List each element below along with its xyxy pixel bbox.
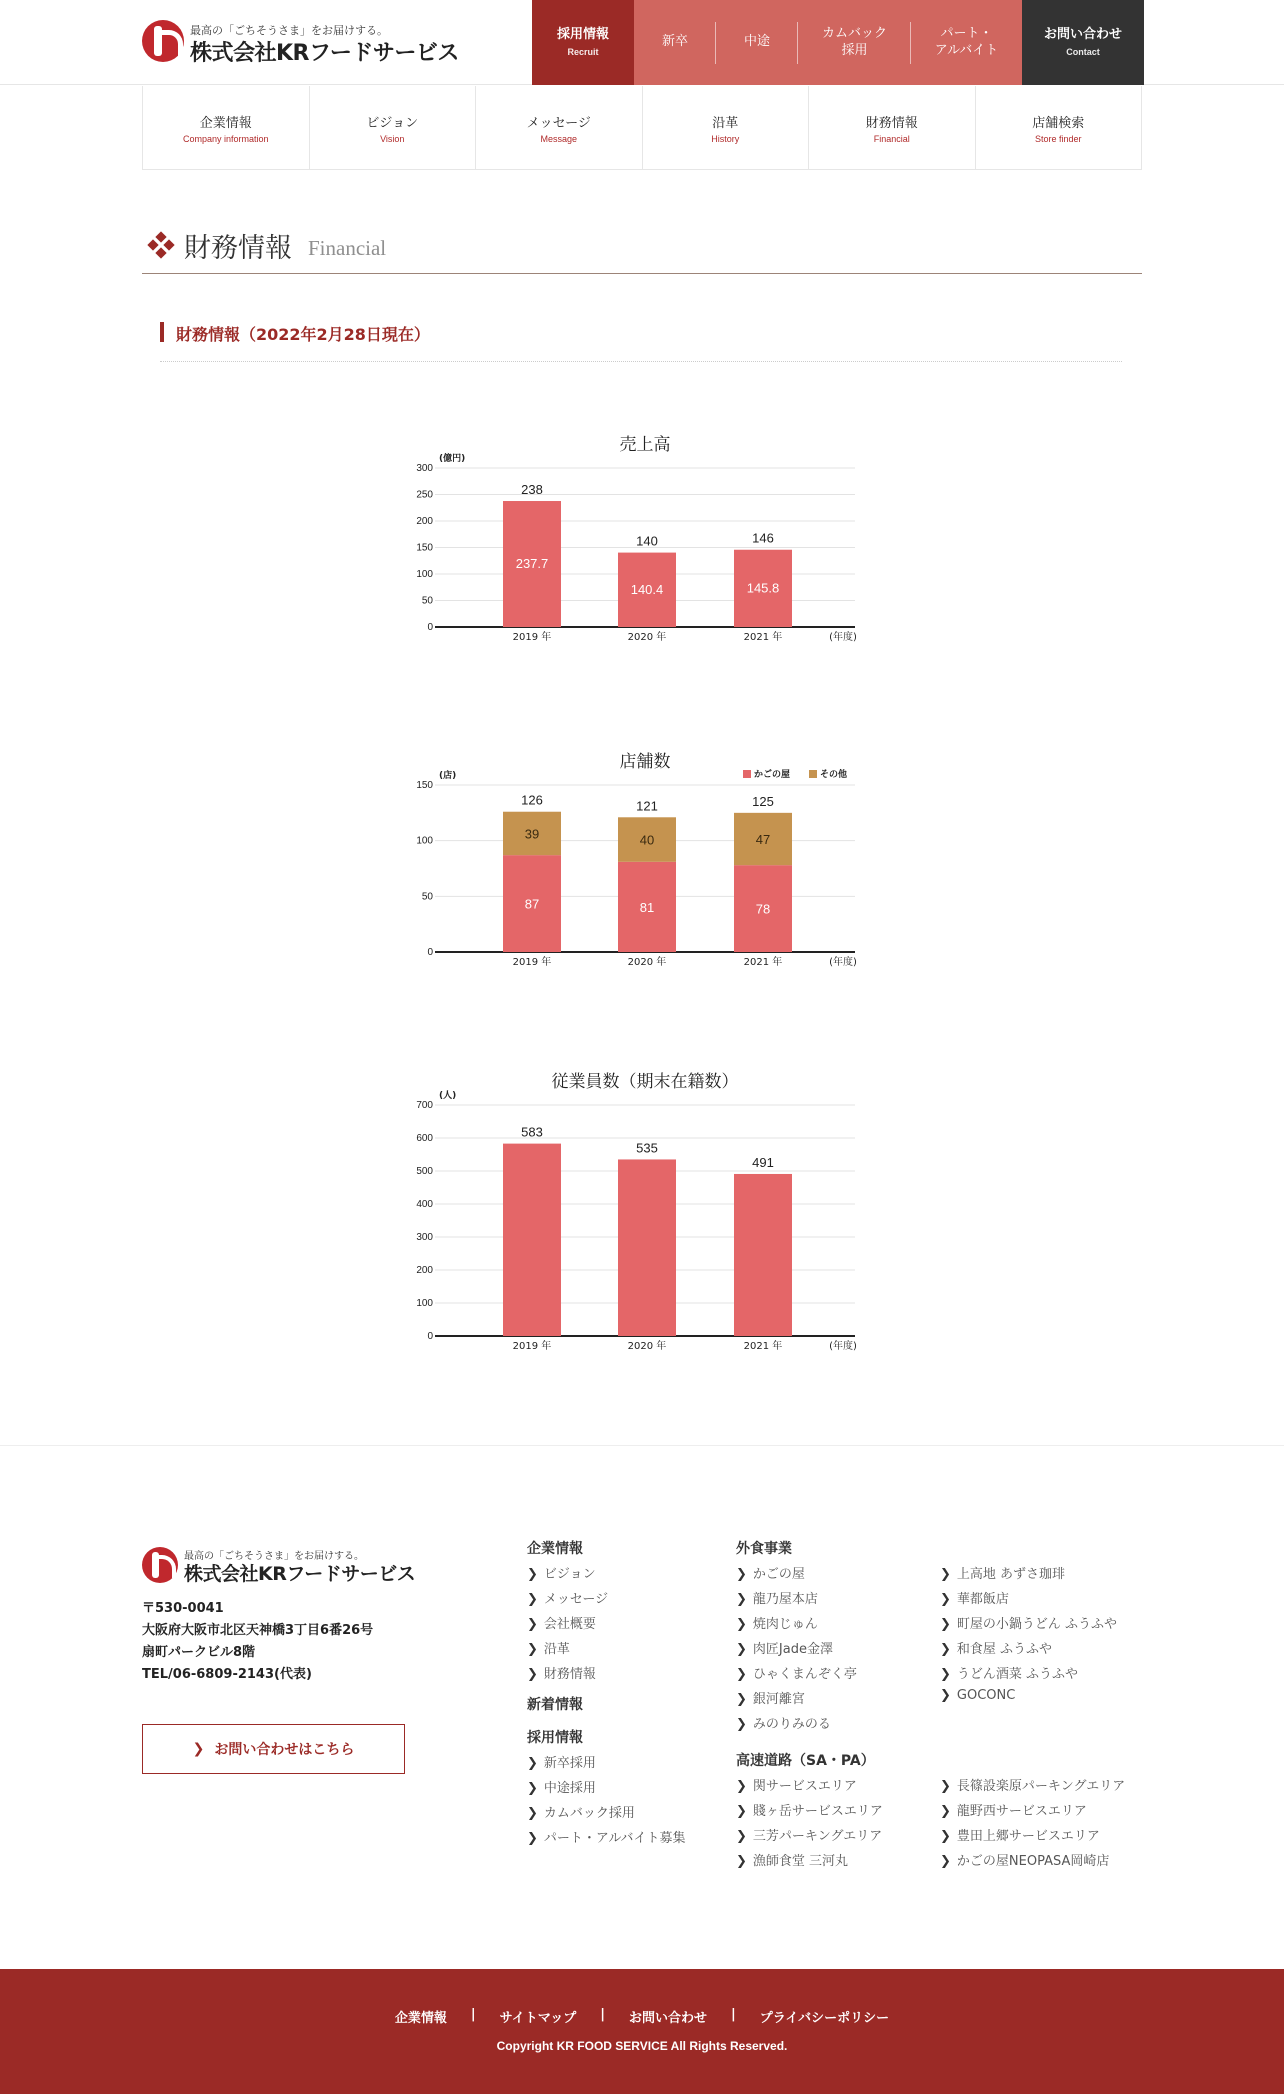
y-tick-label: 100 (416, 835, 433, 847)
chevron-right-icon: ❯ (940, 1688, 951, 1703)
footer-col-dining-2 (940, 1563, 1125, 1875)
spacer (940, 1713, 1125, 1775)
chart-stores (395, 735, 875, 979)
footer-link[interactable] (527, 1563, 685, 1588)
subnav-label: ビジョン (366, 115, 419, 131)
address-line1: 大阪府大阪市北区天神橋3丁目6番26号 (142, 1623, 374, 1638)
x-unit-label: (年度) (829, 957, 857, 968)
bar (618, 1159, 676, 1336)
footer-link-label: ひゃくまんぞく亭 (752, 1667, 857, 1682)
logo-tagline: 最高の「ごちそうさま」をお届けする。 (184, 1551, 364, 1562)
subnav-sub: Store finder (1034, 133, 1082, 144)
footer-link[interactable] (527, 1663, 685, 1688)
footer-bottom-link[interactable]: お問い合わせ (628, 2011, 707, 2026)
nav-new-graduate[interactable] (634, 0, 716, 85)
footer-heading-news[interactable]: 新着情報 (527, 1697, 583, 1713)
footer-link[interactable] (736, 1588, 883, 1613)
chevron-right-icon: ❯ (527, 1567, 538, 1582)
footer-link-label: 長篠設楽原パーキングエリア (956, 1779, 1126, 1794)
footer-link-label: 龍野西サービスエリア (956, 1804, 1087, 1819)
bar-total-label: 140 (636, 533, 658, 549)
chevron-right-icon: ❯ (527, 1617, 538, 1632)
chevron-right-icon: ❯ (940, 1854, 951, 1869)
footer-link[interactable] (940, 1613, 1125, 1638)
footer-bottom-links (0, 2007, 1284, 2026)
footer-link-label: パート・アルバイト募集 (543, 1831, 686, 1846)
chevron-right-icon: ❯ (527, 1831, 538, 1846)
chart-stores-svg (395, 735, 875, 975)
nav-comeback-label: カムバック 採用 (821, 26, 887, 58)
x-unit-label: (年度) (829, 632, 857, 643)
chevron-right-icon: ❯ (736, 1642, 747, 1657)
chevron-right-icon: ❯ (736, 1804, 747, 1819)
y-tick-label: 150 (416, 542, 433, 554)
chevron-right-icon: ❯ (940, 1617, 951, 1632)
footer-link-label: 財務情報 (543, 1667, 596, 1682)
footer-link[interactable] (736, 1613, 883, 1638)
footer-address (142, 1598, 373, 1686)
chart-title: 売上高 (619, 435, 671, 455)
bar-total-label: 491 (752, 1154, 774, 1170)
footer-link[interactable] (940, 1588, 1125, 1613)
subnav-store-finder[interactable] (975, 86, 1143, 169)
heading-bar (160, 322, 164, 342)
nav-contact[interactable] (1022, 0, 1144, 85)
bar-value-label: 39 (524, 826, 540, 842)
page-title-jp: 財務情報 (184, 233, 292, 264)
footer-link-label: うどん酒菜 ふうふや (956, 1667, 1079, 1682)
logo-name: 株式会社KRフードサービス (184, 1563, 416, 1585)
footer-contact-button[interactable] (142, 1724, 405, 1774)
footer-link[interactable] (736, 1800, 883, 1825)
y-tick-label: 100 (416, 569, 433, 580)
footer-link-label: 漁師食堂 三河丸 (752, 1854, 849, 1869)
x-tick-label: 2020 年 (627, 957, 667, 968)
footer-heading-highway: 高速道路（SA・PA） (736, 1753, 875, 1769)
bar-value-label: 81 (639, 899, 655, 915)
legend-label: その他 (820, 770, 848, 780)
nav-part-time[interactable] (911, 0, 1022, 85)
footer-heading-recruit: 採用情報 (527, 1730, 583, 1746)
y-tick-label: 200 (416, 1265, 433, 1276)
footer-bottom (0, 1969, 1284, 2094)
nav-part-time-label: パート・ アルバイト (934, 26, 999, 58)
footer-link-label: 上高地 あずさ珈琲 (956, 1567, 1066, 1582)
link-separator: | (470, 2007, 476, 2022)
nav-recruit-label: 採用情報 (556, 27, 609, 43)
nav-recruit-sub: Recruit (567, 46, 599, 57)
chevron-right-icon: ❯ (940, 1829, 951, 1844)
logo-mark-icon (142, 20, 184, 62)
footer-link-label: 三芳パーキングエリア (752, 1829, 883, 1844)
x-tick-label: 2020 年 (627, 1341, 667, 1352)
chevron-right-icon: ❯ (736, 1667, 747, 1682)
footer-link-label: かごの屋 (752, 1567, 805, 1582)
nav-mid-career-label: 中途 (743, 34, 770, 50)
site-header (0, 0, 1284, 85)
y-tick-label: 100 (416, 1298, 433, 1309)
footer-link[interactable] (736, 1850, 883, 1875)
footer-link-label: かごの屋NEOPASA岡崎店 (956, 1854, 1110, 1869)
subnav-vision[interactable] (309, 86, 476, 169)
footer-link[interactable] (940, 1688, 1125, 1713)
x-tick-label: 2019 年 (512, 1341, 552, 1352)
footer-divider (0, 1445, 1284, 1446)
footer-link[interactable] (736, 1638, 883, 1663)
y-tick-label: 50 (421, 891, 433, 903)
chevron-right-icon: ❯ (940, 1779, 951, 1794)
y-tick-label: 0 (427, 947, 433, 958)
nav-mid-career[interactable] (716, 0, 798, 85)
bar-value-label: 237.7 (515, 556, 549, 572)
footer-link-label: 会社概要 (543, 1617, 596, 1632)
chevron-right-icon: ❯ (940, 1567, 951, 1582)
footer-link[interactable] (527, 1777, 685, 1802)
footer-link[interactable] (527, 1752, 685, 1777)
x-tick-label: 2021 年 (743, 1341, 783, 1352)
chevron-right-icon: ❯ (736, 1717, 747, 1732)
y-tick-label: 500 (416, 1166, 433, 1177)
subnav-label: 沿革 (712, 115, 739, 131)
footer-link-label: 和食屋 ふうふや (956, 1642, 1053, 1657)
footer-link[interactable] (940, 1825, 1125, 1850)
y-unit-label: (店) (439, 771, 457, 781)
bar (734, 1174, 792, 1336)
bar-value-label: 40 (639, 832, 655, 848)
chevron-right-icon: ❯ (736, 1592, 747, 1607)
bar-total-label: 146 (752, 530, 774, 546)
chevron-right-icon: ❯ (736, 1692, 747, 1707)
chevron-right-icon: ❯ (192, 1741, 205, 1757)
subnav-message[interactable] (475, 86, 642, 169)
footer-link-label: 豊田上郷サービスエリア (956, 1829, 1100, 1844)
chevron-right-icon: ❯ (527, 1667, 538, 1682)
nav-recruit[interactable] (532, 0, 634, 85)
footer-link[interactable] (736, 1713, 883, 1738)
section-heading (160, 320, 1122, 362)
chevron-right-icon: ❯ (736, 1854, 747, 1869)
footer-link[interactable] (736, 1663, 883, 1688)
logo-mark-icon (142, 1547, 178, 1583)
y-tick-label: 300 (416, 463, 433, 474)
y-tick-label: 50 (421, 595, 433, 607)
logo-name: 株式会社KRフードサービス (190, 41, 459, 66)
bar-total-label: 126 (521, 792, 543, 808)
footer-contact-label: お問い合わせはこちら (214, 1742, 355, 1758)
y-unit-label: (億円) (439, 454, 466, 464)
chart-sales-svg (395, 420, 875, 650)
bar-total-label: 535 (636, 1140, 658, 1156)
y-tick-label: 400 (416, 1199, 433, 1210)
footer-link[interactable] (527, 1827, 685, 1852)
subnav-history[interactable] (642, 86, 809, 169)
bar-value-label: 145.8 (746, 580, 780, 596)
footer-link-label: 銀河離宮 (752, 1692, 805, 1707)
chart-sales (395, 420, 875, 654)
footer-link[interactable] (736, 1775, 883, 1800)
footer-link-label: メッセージ (543, 1592, 609, 1607)
y-tick-label: 250 (416, 489, 433, 501)
chevron-right-icon: ❯ (940, 1642, 951, 1657)
company-subnav (142, 86, 1142, 170)
footer-bottom-link[interactable]: プライバシーポリシー (759, 2011, 890, 2026)
subnav-financial[interactable] (808, 86, 975, 169)
footer-link[interactable] (736, 1688, 883, 1713)
x-tick-label: 2020 年 (627, 632, 667, 643)
footer-col-dining (736, 1538, 883, 1875)
bar (503, 1144, 561, 1336)
footer-link[interactable] (940, 1563, 1125, 1588)
subnav-sub: Financial (873, 133, 910, 144)
link-separator: | (600, 2007, 605, 2022)
footer-link-label: 焼肉じゅん (752, 1617, 818, 1632)
footer-link-label: 町屋の小鍋うどん ふうふや (956, 1617, 1118, 1632)
subnav-label: 財務情報 (865, 115, 918, 131)
diamond-icon (148, 232, 174, 258)
y-tick-label: 200 (416, 516, 433, 527)
section-heading-text: 財務情報（2022年2月28日現在） (176, 325, 430, 344)
page-title-en: Financial (308, 236, 387, 260)
bar-total-label: 121 (636, 798, 658, 814)
subnav-sub: Message (540, 133, 578, 144)
top-nav (532, 0, 1144, 85)
y-tick-label: 600 (416, 1133, 433, 1144)
y-tick-label: 700 (416, 1100, 433, 1111)
nav-comeback[interactable] (798, 0, 911, 85)
subnav-label: 店舗検索 (1032, 115, 1085, 131)
page-title (142, 222, 1142, 274)
footer-link-label: 関サービスエリア (752, 1779, 857, 1794)
chart-title: 従業員数（期末在籍数） (551, 1072, 739, 1092)
address-line2: 扇町パークビル8階 (142, 1645, 256, 1660)
legend-swatch (809, 770, 817, 778)
x-tick-label: 2021 年 (743, 957, 783, 968)
y-unit-label: (人) (439, 1091, 457, 1101)
subnav-sub: Vision (380, 133, 405, 144)
footer-link[interactable] (527, 1613, 685, 1638)
footer-link-label: みのりみのる (752, 1717, 831, 1732)
footer-bottom-link[interactable]: 企業情報 (394, 2011, 447, 2026)
chart-employees (395, 1055, 875, 1352)
footer-link[interactable] (736, 1563, 883, 1588)
bar-total-label: 125 (752, 793, 774, 809)
address-tel: TEL/06-6809-2143(代表) (142, 1667, 312, 1682)
logo-tagline: 最高の「ごちそうさま」をお届けする。 (190, 24, 388, 37)
footer-link[interactable] (940, 1800, 1125, 1825)
footer-link[interactable] (527, 1588, 685, 1613)
footer-link-label: 中途採用 (543, 1781, 596, 1796)
x-tick-label: 2019 年 (512, 632, 552, 643)
chevron-right-icon: ❯ (736, 1617, 747, 1632)
y-tick-label: 150 (416, 780, 433, 791)
link-separator: | (731, 2007, 736, 2022)
y-tick-label: 0 (427, 1331, 433, 1342)
bar-value-label: 140.4 (630, 581, 664, 597)
footer-link[interactable] (940, 1775, 1125, 1800)
x-unit-label: (年度) (829, 1341, 857, 1352)
footer-link-label: 肉匠Jade金澤 (752, 1642, 833, 1657)
footer-link-label: ビジョン (543, 1567, 596, 1582)
footer-heading-dining: 外食事業 (736, 1541, 792, 1557)
footer-col-company (527, 1538, 685, 1852)
footer-link-label: GOCONC (956, 1688, 1016, 1703)
subnav-sub: History (711, 133, 740, 144)
bar-total-label: 238 (521, 482, 543, 498)
chevron-right-icon: ❯ (940, 1592, 951, 1607)
bar-total-label: 583 (521, 1124, 543, 1140)
subnav-label: メッセージ (526, 115, 591, 131)
footer-link[interactable] (527, 1802, 685, 1827)
chevron-right-icon: ❯ (527, 1592, 538, 1607)
footer-link[interactable] (940, 1663, 1125, 1688)
nav-contact-label: お問い合わせ (1043, 27, 1122, 43)
bar-value-label: 47 (755, 831, 771, 847)
x-tick-label: 2021 年 (743, 632, 783, 643)
legend-swatch (743, 770, 751, 778)
nav-new-graduate-label: 新卒 (661, 34, 688, 50)
footer-link-label: 華都飯店 (956, 1592, 1009, 1607)
footer-logo[interactable] (142, 1545, 432, 1585)
footer-heading-company: 企業情報 (527, 1541, 583, 1557)
chart-employees-svg (395, 1055, 875, 1352)
x-tick-label: 2019 年 (512, 957, 552, 968)
chevron-right-icon: ❯ (940, 1804, 951, 1819)
bar-value-label: 78 (755, 901, 771, 917)
footer-link[interactable] (940, 1850, 1125, 1875)
chevron-right-icon: ❯ (527, 1642, 538, 1657)
footer-link[interactable] (527, 1638, 685, 1663)
chevron-right-icon: ❯ (940, 1667, 951, 1682)
footer-link[interactable] (736, 1825, 883, 1850)
subnav-label: 企業情報 (199, 115, 252, 131)
bar-value-label: 87 (524, 896, 540, 912)
chart-title: 店舗数 (619, 752, 671, 772)
footer-link[interactable] (940, 1638, 1125, 1663)
address-postal: 〒530-0041 (142, 1601, 224, 1616)
chevron-right-icon: ❯ (736, 1779, 747, 1794)
footer-bottom-link[interactable]: サイトマップ (499, 2011, 577, 2026)
chevron-right-icon: ❯ (736, 1829, 747, 1844)
nav-contact-sub: Contact (1066, 46, 1100, 57)
chevron-right-icon: ❯ (736, 1567, 747, 1582)
subnav-company-info[interactable] (142, 86, 309, 169)
y-tick-label: 300 (416, 1232, 433, 1243)
chevron-right-icon: ❯ (527, 1781, 538, 1796)
footer-link-label: 沿革 (543, 1642, 570, 1657)
y-tick-label: 0 (427, 622, 433, 633)
subnav-sub: Company information (182, 133, 269, 144)
legend-label: かごの屋 (754, 770, 791, 780)
footer-link-label: 賤ヶ岳サービスエリア (752, 1804, 883, 1819)
footer-link-label: 新卒採用 (543, 1756, 596, 1771)
copyright: Copyright KR FOOD SERVICE All Rights Reserved. (496, 2039, 788, 2053)
chevron-right-icon: ❯ (527, 1756, 538, 1771)
footer-link-label: カムバック採用 (543, 1806, 635, 1821)
footer-link-label: 龍乃屋本店 (752, 1592, 818, 1607)
site-logo[interactable] (142, 18, 462, 66)
chevron-right-icon: ❯ (527, 1806, 538, 1821)
